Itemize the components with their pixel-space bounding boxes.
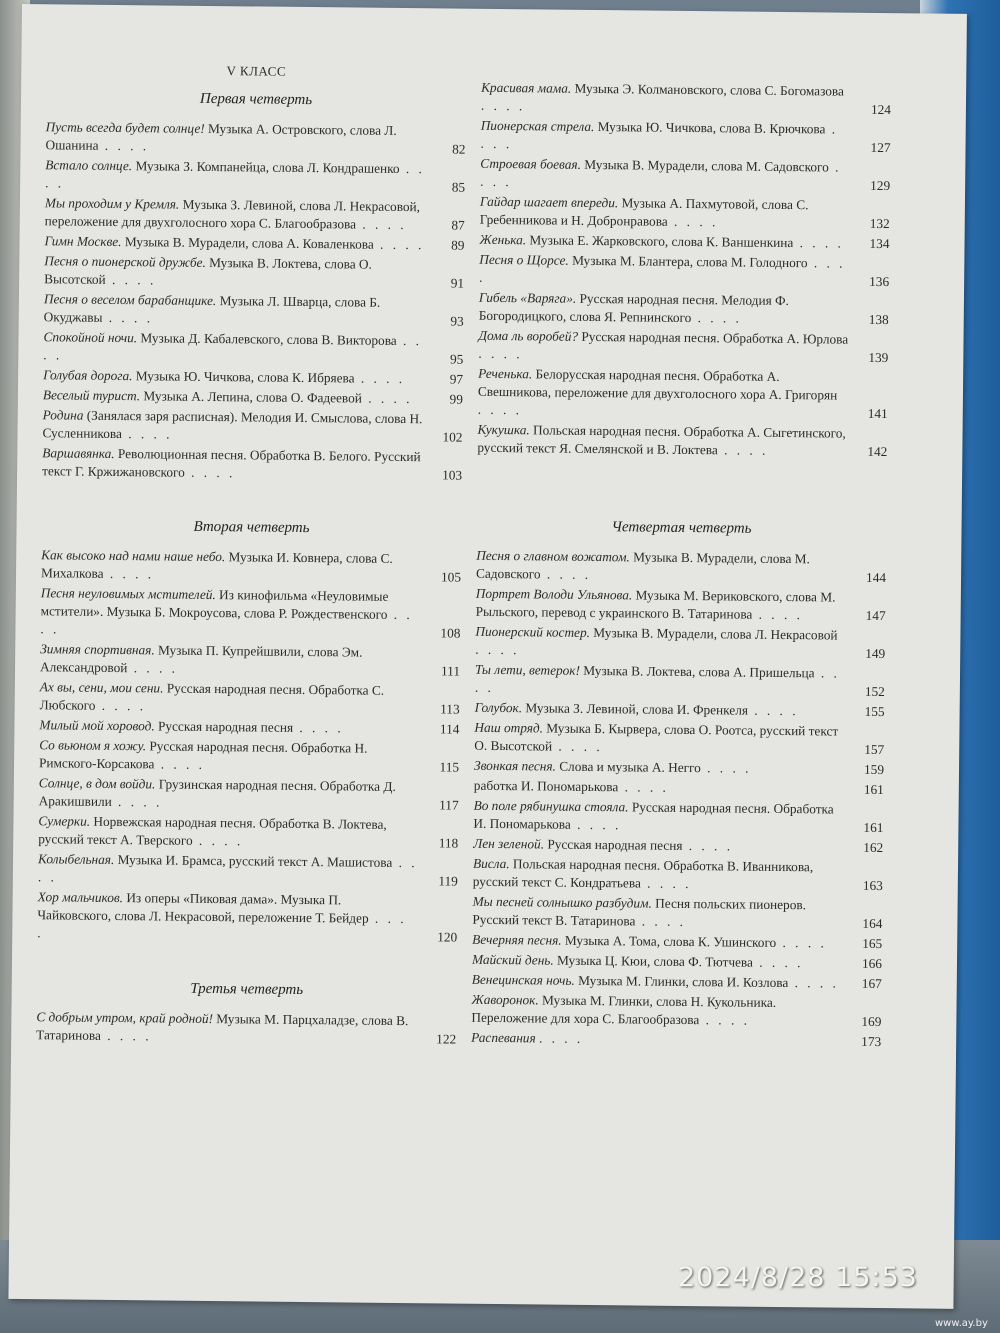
toc-entry xyxy=(472,971,882,993)
page-number: 82 xyxy=(452,141,466,157)
leader-dots: . . . . xyxy=(480,97,526,114)
song-title: Солнце, в дом войди. xyxy=(38,775,156,792)
song-title: Песня неуловимых мстителей. xyxy=(40,585,216,603)
toc-entry xyxy=(38,850,458,890)
page-sheet xyxy=(8,4,967,1309)
leader-dots: . . . . xyxy=(355,216,407,233)
song-title: Ты лети, ветерок! xyxy=(474,661,581,678)
song-credits: Слова и музыка А. Негго xyxy=(559,758,701,776)
leader-dots: . . . . xyxy=(618,779,669,795)
page-number: 149 xyxy=(865,645,886,662)
toc-entry xyxy=(44,232,464,254)
section-title: Первая четверть xyxy=(199,90,313,109)
song-title: Сумерки. xyxy=(38,813,91,829)
toc-entry xyxy=(475,623,885,663)
toc-entry xyxy=(479,231,889,253)
song-credits: Белорусская народная песня. Обработка А. Свешникова, переложение для двухголосного хора А. Григорян xyxy=(477,366,838,403)
song-credits: Русская народная песня. Мелодия Ф. Богородицкого, слова Я. Репнинского xyxy=(478,290,789,326)
leader-dots: . . . . xyxy=(776,934,827,951)
page-number: 85 xyxy=(451,179,466,195)
leader-dots: . . . . xyxy=(552,738,603,755)
song-title: Вечерняя песня. xyxy=(472,931,562,948)
song-title: Жаворонок. xyxy=(471,991,539,1008)
song-credits: Русская народная песня. Обработка Н. Римского-Корсакова xyxy=(38,738,368,772)
page-number: 102 xyxy=(442,429,463,445)
song-credits: Революционная песня. Обработка В. Белого. Русский текст Г. Кржижановского xyxy=(42,446,421,480)
song-title: Как высоко над нами наше небо. xyxy=(41,547,226,565)
song-title: Ах вы, сени, мои сени. xyxy=(39,679,164,696)
song-title: Песня о пионерской дружбе. xyxy=(44,253,206,270)
song-credits: Польская народная песня. Обработка В. Иванникова, русский текст С. Кондратьева xyxy=(472,856,814,891)
page-number: 144 xyxy=(866,569,887,586)
song-credits: Песня польских пионеров. Русский текст В. Татаринова xyxy=(472,895,807,929)
page-number: 157 xyxy=(864,741,885,758)
leader-dots: . . . . xyxy=(699,1012,751,1028)
leader-dots: . . . . xyxy=(667,213,719,230)
toc-entry xyxy=(40,678,460,718)
song-credits: Музыка З. Левиной, слова И. Френкеля xyxy=(525,700,749,718)
song-title: Голубая дорога. xyxy=(43,367,133,384)
toc-entry xyxy=(479,289,889,329)
toc-entry xyxy=(41,546,461,586)
song-title: Милый мой хоровод. xyxy=(39,717,155,734)
leader-dots: . . . . xyxy=(635,913,687,930)
song-credits: Музыка Л. Шварца, слова Б. Окуджавы xyxy=(43,293,381,325)
page-number: 164 xyxy=(862,915,883,932)
leader-dots: . . . . xyxy=(95,697,147,714)
page-number: 134 xyxy=(869,235,890,252)
song-credits: Норвежская народная песня. Обработка В. Локтева, русский текст А. Тверского xyxy=(38,813,387,848)
song-credits: Музыка З. Левиной, слова Л. Некрасовой, переложение для двухголосного хора С. Благообразова xyxy=(44,196,421,232)
song-title: Во поле рябинушка стояла. xyxy=(473,797,629,815)
toc-entry xyxy=(473,797,883,837)
toc-entry xyxy=(42,406,462,446)
page-number: 93 xyxy=(450,313,464,329)
page-number: 152 xyxy=(864,683,885,700)
song-title: Песня о веселом барабанщике. xyxy=(43,291,217,309)
song-credits: Музыка Д. Кабалевского, слова В. Викторова xyxy=(140,330,397,348)
leader-dots: . . . . xyxy=(111,793,163,810)
toc-entry xyxy=(480,155,890,195)
watermark: www.ay.by xyxy=(935,1318,988,1329)
song-title: Красивая мама. xyxy=(481,79,572,96)
page-number: 87 xyxy=(451,217,465,233)
leader-dots: . . . . xyxy=(474,665,841,695)
leader-dots: . . . . xyxy=(570,816,622,833)
song-credits: Из оперы «Пиковая дама». Музыка П. Чайковского, слова Л. Некрасовой, переложение Т. Бейдер xyxy=(37,890,369,926)
song-title: Со вьюном я хожу. xyxy=(39,737,147,754)
section-spacer xyxy=(37,944,457,982)
page-number: 167 xyxy=(861,975,882,992)
toc-entry xyxy=(476,585,886,625)
song-title: Хор мальчиков. xyxy=(37,889,124,906)
leader-dots: . . . . xyxy=(293,719,344,736)
leader-dots: . . . . xyxy=(793,235,845,251)
leader-dots: . . . . xyxy=(103,565,155,582)
toc-entry xyxy=(476,547,886,587)
page-number: 173 xyxy=(861,1033,882,1050)
leader-dots: . . . . xyxy=(102,309,154,326)
leader-dots: . . . . xyxy=(700,760,752,776)
toc-entry xyxy=(471,991,881,1031)
leader-dots: . . . . xyxy=(691,310,742,326)
toc-entry xyxy=(40,584,461,642)
leader-dots: . . . . xyxy=(100,1027,152,1044)
toc-left-column xyxy=(36,60,466,1050)
toc-entry xyxy=(43,386,463,408)
toc-entry xyxy=(474,757,884,779)
page-number: 120 xyxy=(437,929,458,945)
toc-entry xyxy=(43,328,463,368)
song-title: Колыбельная. xyxy=(37,851,115,868)
page-number: 105 xyxy=(440,569,462,585)
page-number: 89 xyxy=(451,237,465,253)
song-title: Лен зеленой. xyxy=(473,835,545,852)
leader-dots: . . . . xyxy=(184,464,236,481)
song-credits: Русская народная песня xyxy=(547,836,683,853)
song-credits: Музыка А. Пахмутовой, слова С. Гребенникова и Н. Добронравова xyxy=(479,195,809,229)
song-credits: Музыка Э. Колмановского, слова С. Богомазова xyxy=(574,80,845,99)
leader-dots: . . . . xyxy=(98,137,150,154)
toc-right-column xyxy=(471,79,891,1053)
page-number: 114 xyxy=(439,721,460,737)
leader-dots: . . . . xyxy=(192,832,244,849)
song-title: Песня о Щорсе. xyxy=(479,251,569,268)
song-credits: Музыка В. Мурадели, слова М. Садовского xyxy=(475,549,810,582)
page-number: 141 xyxy=(867,405,888,422)
page-number: 103 xyxy=(442,467,463,483)
song-credits: Музыка Ю. Чичкова, слова К. Ибряева xyxy=(135,368,355,386)
leader-dots: . . . . xyxy=(37,854,418,885)
song-title: Мы проходим у Кремля. xyxy=(44,195,180,212)
song-credits: Музыка М. Глинки, слова И. Козлова xyxy=(578,972,789,991)
toc-entry xyxy=(37,888,458,946)
song-title: Дома ль воробей? xyxy=(478,327,579,344)
song-credits: Музыка П. Купрейшвили, слова Эм. Александровой xyxy=(39,642,363,676)
page-number: 161 xyxy=(863,819,884,836)
leader-dots: . . . . xyxy=(45,160,425,191)
page-number: 147 xyxy=(865,607,886,624)
leader-dots: . . . . xyxy=(479,255,846,285)
page-number: 118 xyxy=(438,835,459,851)
toc-entry xyxy=(471,1029,881,1051)
song-title: Пионерский костер. xyxy=(475,623,591,640)
section-title: Вторая четверть xyxy=(193,518,310,537)
toc-entry xyxy=(472,931,882,953)
toc-entry xyxy=(39,774,459,814)
leader-dots: . . . . xyxy=(480,121,839,152)
song-credits: Русская народная песня. Обработка И. Пономарькова xyxy=(473,799,834,832)
song-title: Женька. xyxy=(479,231,527,248)
toc-entry xyxy=(474,777,884,799)
toc-entry xyxy=(475,661,885,701)
song-credits: Музыка В. Мурадели, слова А. Коваленкова xyxy=(124,234,374,252)
song-title: Зимняя спортивная. xyxy=(40,641,155,658)
song-credits: Музыка И. Ковнера, слова С. Михалкова xyxy=(40,549,393,581)
toc-entry xyxy=(40,640,460,680)
song-credits: Музыка А. Тома, слова К. Ушинского xyxy=(564,932,777,950)
song-title: С добрым утром, край родной! xyxy=(36,1009,214,1027)
toc-entry xyxy=(480,117,890,157)
song-credits: Музыка М. Вериковского, слова М. Рыльского, перевод с украинского В. Татаринова xyxy=(475,587,836,622)
page-number: 169 xyxy=(861,1013,882,1030)
song-title: Висла. xyxy=(472,855,510,872)
section-title: Третья четверть xyxy=(190,980,304,998)
leader-dots: . . . . xyxy=(640,875,692,892)
page-number: 95 xyxy=(449,351,464,367)
page-number: 163 xyxy=(862,877,883,894)
toc-entry xyxy=(42,444,462,484)
page-number: 117 xyxy=(439,797,459,813)
toc-entry xyxy=(39,716,459,738)
song-title: Портрет Володи Ульянова. xyxy=(475,585,633,603)
song-credits: Музыка Б. Кырвера, слова О. Роотса, русский текст О. Высотской xyxy=(474,720,839,754)
song-title: Строевая боевая. xyxy=(480,155,582,172)
song-title: Мы песней солнышко разбудим. xyxy=(472,893,652,911)
leader-dots: . . . . xyxy=(540,566,592,582)
song-credits: Музыка А. Лепина, слова О. Фадеевой xyxy=(143,388,363,406)
page-number: 162 xyxy=(863,839,884,856)
section-spacer xyxy=(42,482,462,520)
song-credits: Из кинофильма «Неуловимые мстители». Музыка Б. Мокроусова, слова Р. Рождественского xyxy=(40,587,389,622)
song-credits: Русская народная песня xyxy=(157,718,294,735)
leader-dots: . . . . xyxy=(747,702,799,719)
page-number: 111 xyxy=(440,663,461,679)
leader-dots: . . . . xyxy=(40,606,413,637)
song-title: Наш отряд. xyxy=(474,719,544,736)
leader-dots: . . . . xyxy=(121,426,173,442)
page-number: 136 xyxy=(869,273,890,290)
page-number: 115 xyxy=(439,759,460,775)
song-title: Кукушка. xyxy=(477,421,530,438)
page-number: 129 xyxy=(870,177,891,194)
song-credits: работка И. Пономарькова xyxy=(473,777,619,795)
leader-dots: . . . . xyxy=(717,442,769,458)
leader-dots: . . . . xyxy=(752,954,804,971)
leader-dots: . . . . xyxy=(478,345,523,362)
toc-entry xyxy=(44,252,464,292)
song-credits: Музыка Ю. Чичкова, слова В. Крючкова xyxy=(597,119,826,137)
toc-entry xyxy=(39,736,459,776)
page-number: 122 xyxy=(436,1031,457,1047)
song-credits: Музыка В. Мурадели, слова Л. Некрасовой xyxy=(593,625,838,643)
toc-entry xyxy=(474,719,884,759)
toc-entry xyxy=(477,421,887,461)
leader-dots: . . . . xyxy=(477,401,523,418)
song-title: Реченька. xyxy=(478,365,533,382)
song-credits: Музыка З. Компанейца, слова Л. Кондрашенко xyxy=(135,158,400,176)
song-title: Встало солнце. xyxy=(45,157,133,174)
toc-entry xyxy=(475,699,885,721)
photo-timestamp: 2024/8/28 15:53 xyxy=(678,1262,918,1293)
song-credits: Русская народная песня. Обработка С. Любского xyxy=(39,680,385,713)
page-number: 155 xyxy=(864,703,885,720)
toc-entry xyxy=(36,1008,456,1048)
song-title: Спокойной ночи. xyxy=(43,329,138,346)
song-title: Гимн Москве. xyxy=(44,233,122,250)
song-title: Родина xyxy=(42,407,84,423)
leader-dots: . . . . xyxy=(480,159,842,190)
song-credits: Музыка Ц. Кюи, слова Ф. Тютчева xyxy=(556,952,754,970)
song-credits: (Занялася заря расписная). Мелодия И. Смыслова, слова Н. Сусленникова xyxy=(42,407,423,442)
page-number: 124 xyxy=(870,101,892,118)
leader-dots: . . . . xyxy=(37,910,407,941)
song-credits: Музыка М. Блантера, слова М. Голодного xyxy=(572,252,808,271)
page-number: 165 xyxy=(862,935,883,952)
song-title: Звонкая песня. xyxy=(473,757,556,774)
leader-dots: . . . . xyxy=(788,975,840,991)
page-number: 132 xyxy=(869,215,890,232)
toc-entry xyxy=(478,365,889,423)
toc-entry xyxy=(43,366,463,388)
section-spacer xyxy=(477,459,888,521)
toc-entry xyxy=(45,194,465,234)
toc-entry xyxy=(473,835,883,857)
song-credits: Музыка Е. Жарковского, слова К. Ваншенкина xyxy=(529,232,794,251)
page-number: 159 xyxy=(863,761,885,778)
page-number: 119 xyxy=(438,873,458,889)
leader-dots: . . . . xyxy=(361,390,413,407)
song-credits: Русская народная песня. Обработка А. Юрлова xyxy=(581,328,849,347)
page-number: 97 xyxy=(449,371,464,387)
toc-entry xyxy=(472,951,882,973)
song-credits: Музыка И. Брамса, русский текст А. Машистова xyxy=(117,852,393,870)
song-credits: Музыка М. Парцхаладзе, слова В. Татаринова xyxy=(36,1011,409,1043)
class-title: V КЛАСС xyxy=(226,63,287,79)
page-number: 108 xyxy=(440,625,461,641)
leader-dots: . . . . xyxy=(105,271,157,288)
page-number: 142 xyxy=(867,443,888,460)
page-number: 91 xyxy=(450,275,465,291)
song-credits: Польская народная песня. Обработка А. Сыгетинского, русский текст Я. Смелянской и В. Локтева xyxy=(477,422,846,458)
toc-entry xyxy=(479,251,889,291)
leader-dots: . . . . xyxy=(373,236,425,253)
page-number: 127 xyxy=(870,139,891,156)
song-title: Венецинская ночь. xyxy=(471,971,575,988)
toc-entry xyxy=(480,193,890,233)
toc-entry xyxy=(44,290,464,330)
leader-dots: . . . . xyxy=(752,606,804,623)
leader-dots: . . . . xyxy=(475,641,520,658)
toc-entry xyxy=(38,812,458,852)
leader-dots: . . . . xyxy=(538,1030,584,1046)
toc-entry xyxy=(481,79,891,119)
toc-entry xyxy=(45,156,465,196)
toc-entry xyxy=(472,893,882,933)
page-number: 113 xyxy=(440,701,460,717)
song-credits: Музыка А. Островского, слова Л. Ошанина xyxy=(45,120,397,153)
song-title: Гайдар шагает впереди. xyxy=(479,193,619,211)
leader-dots: . . . . xyxy=(127,660,179,676)
leader-dots: . . . . xyxy=(154,756,206,772)
page-number: 99 xyxy=(449,391,463,407)
page-number: 138 xyxy=(868,311,889,328)
song-credits: Грузинская народная песня. Обработка Д. Аракишвили xyxy=(38,776,396,809)
song-credits: Музыка М. Глинки, слова Н. Кукольника. Переложение для хора С. Благообразова xyxy=(471,992,777,1028)
song-title: Песня о главном вожатом. xyxy=(476,547,630,565)
toc-entry xyxy=(473,855,883,895)
leader-dots: . . . . xyxy=(43,332,423,363)
song-title: Голубок. xyxy=(474,699,523,716)
song-title: Варшавянка. xyxy=(42,445,115,461)
song-title: Распевания xyxy=(471,1029,536,1046)
song-title: Пионерская стрела. xyxy=(480,117,595,135)
toc-entry xyxy=(478,327,888,367)
leader-dots: . . . . xyxy=(682,837,734,854)
song-credits: Музыка В. Локтева, слова А. Пришельца xyxy=(583,662,815,681)
page-number: 166 xyxy=(861,955,883,972)
leader-dots: . . . . xyxy=(354,370,406,387)
page-number: 161 xyxy=(863,781,884,798)
song-title: Гибель «Варяга». xyxy=(478,289,577,306)
section-title: Четвертая четверть xyxy=(611,519,752,537)
page-number: 139 xyxy=(868,349,889,366)
song-title: Веселый турист. xyxy=(42,387,141,404)
toc-entry xyxy=(45,118,465,158)
song-credits: Музыка В. Локтева, слова О. Высотской xyxy=(44,254,372,287)
song-credits: Музыка В. Мурадели, слова М. Садовского xyxy=(584,156,829,175)
song-title: Майский день. xyxy=(471,951,554,968)
song-title: Пусть всегда будет солнце! xyxy=(45,119,205,136)
